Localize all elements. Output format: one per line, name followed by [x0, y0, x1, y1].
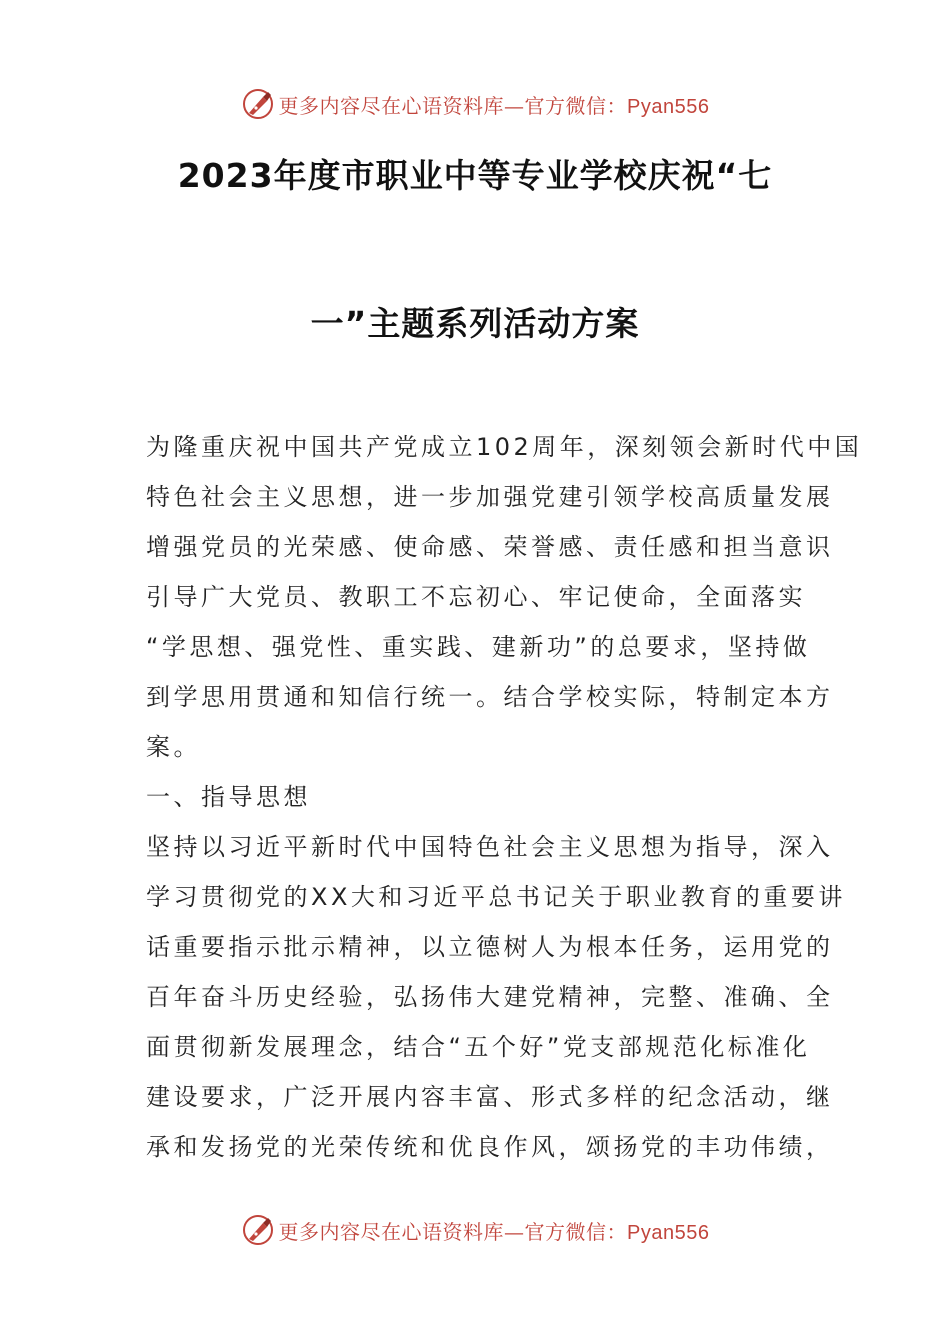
pen-nib-logo-icon — [241, 1213, 275, 1247]
paragraph-line: 特色社会主义思想，进一步加强党建引领学校高质量发展 — [146, 483, 834, 511]
paragraph-line: 增强党员的光荣感、使命感、荣誉感、责任感和担当意识 — [146, 533, 834, 561]
document-body — [146, 424, 863, 1174]
watermark-text: 更多内容尽在心语资料库—官方微信：Pyan556 — [278, 93, 710, 118]
paragraph-line: 承和发扬党的光荣传统和优良作风，颂扬党的丰功伟绩， — [146, 1133, 834, 1161]
paragraph-line: 学习贯彻党的XX大和习近平总书记关于职业教育的重要讲 — [146, 883, 846, 911]
paragraph-line: 百年奋斗历史经验，弘扬伟大建党精神，完整、准确、全 — [146, 983, 834, 1011]
paragraph-line: 话重要指示批示精神，以立德树人为根本任务，运用党的 — [146, 933, 834, 961]
paragraph-line: 建设要求，广泛开展内容丰富、形式多样的纪念活动，继 — [146, 1083, 834, 1111]
paragraph-line: 为隆重庆祝中国共产党成立102周年，深刻领会新时代中国 — [146, 433, 863, 461]
header-watermark-banner — [0, 84, 950, 124]
document-title-line-2: 一”主题系列活动方案 — [310, 304, 640, 343]
document-title-line-1: 2023年度市职业中等专业学校庆祝“七 — [177, 156, 773, 195]
paragraph-line: “学思想、强党性、重实践、建新功”的总要求，坚持做 — [146, 633, 811, 661]
paragraph-line: 坚持以习近平新时代中国特色社会主义思想为指导，深入 — [146, 833, 834, 861]
paragraph-line: 面贯彻新发展理念，结合“五个好”党支部规范化标准化 — [146, 1033, 811, 1061]
watermark-text: 更多内容尽在心语资料库—官方微信：Pyan556 — [278, 1219, 710, 1244]
footer-watermark-banner — [0, 1210, 950, 1250]
pen-nib-logo-icon — [241, 87, 275, 121]
paragraph-line: 到学思用贯通和知信行统一。结合学校实际，特制定本方 — [146, 683, 834, 711]
section-heading: 一、指导思想 — [146, 783, 311, 811]
paragraph-line: 引导广大党员、教职工不忘初心、牢记使命，全面落实 — [146, 583, 806, 611]
paragraph-line: 案。 — [146, 733, 201, 761]
